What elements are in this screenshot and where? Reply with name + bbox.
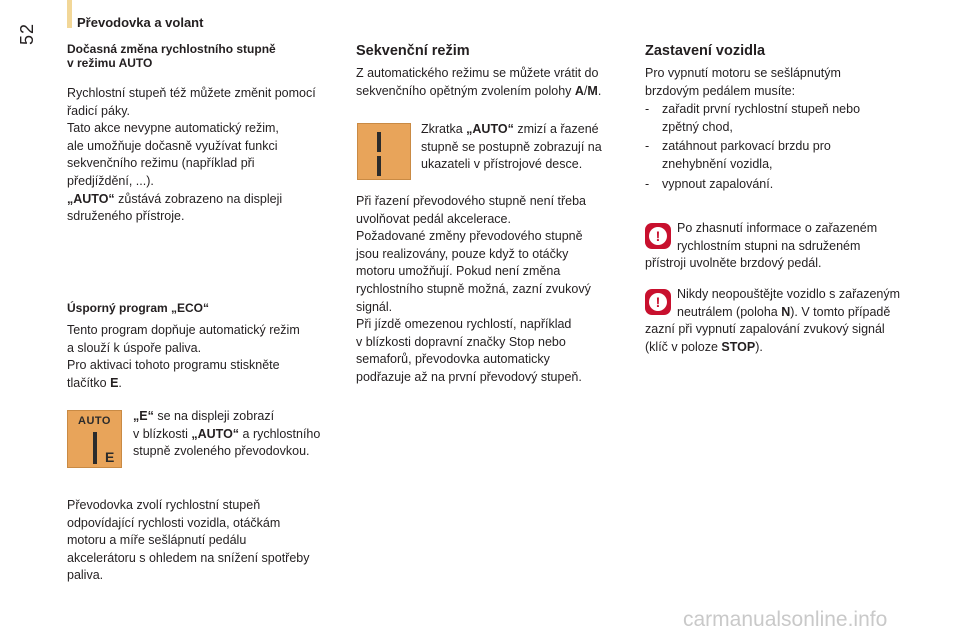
warning-icon: ! — [645, 223, 671, 249]
middle-paragraph-2: Při řazení převodového stupně není třeba uvolňovat pedál akcelerace. Požadované změny převodového stupně jsou realizovány, pouze když to otáčky motoru umožňují. Pokud není změna rychlostního stupně možná, zazní zvukový signál. Při jízdě omezenou rychlostí, například v blízkosti dopravní značky Stop nebo semaforů, převodovka automaticky podřazuje až na první převodový stupeň. — [356, 194, 591, 384]
heading-eco-program: Úsporný program „ECO“ — [67, 301, 210, 315]
warning-1-lines-1-2: Po zhasnutí informace o zařazeném rychlostním stupni na sdruženém — [677, 221, 878, 253]
gear-indicator-bar-top — [377, 132, 381, 152]
left-paragraph-3: Převodovka zvolí rychlostní stupeň odpovídající rychlosti vozidla, otáčkám motoru a míře sešlápnutí pedálu akcelerátoru s ohledem na snížení spotřeby paliva. — [67, 498, 310, 583]
header-accent-bar — [67, 0, 72, 28]
left-column — [67, 42, 347, 70]
stop-bullet-list — [645, 101, 935, 136]
heading-sequential-mode: Sekvenční režim — [356, 43, 470, 59]
eco-note: „E“ se na displeji zobrazí v blízkosti „AUTO“ a rychlostního stupně zvoleného převodovkou. — [133, 409, 321, 459]
page-number: 52 — [17, 22, 37, 46]
gear-indicator-bar-bottom — [377, 156, 381, 176]
section-title: Převodovka a volant — [77, 15, 204, 30]
gear-indicator-bar — [93, 432, 97, 464]
list-item: - vypnout zapalování. — [645, 177, 774, 191]
e-label: E — [105, 449, 115, 465]
list-item: - zařadit první rychlostní stupeň nebo zpětný chod, — [645, 102, 861, 134]
warning-1-line-3: přístroji uvolněte brzdový pedál. — [645, 256, 822, 270]
left-paragraph-1: Rychlostní stupeň též můžete změnit pomocí řadicí páky. Tato akce nevypne automatický režim, ale umožňuje dočasně využívat funkci sekvenčního režimu (například při předjíždění, ...). „AUTO“ zůstává zobrazeno na displeji sdruženého přístroje. — [67, 86, 316, 224]
warning-2-lines-1-2: Nikdy neopouštějte vozidlo s zařazeným neutrálem (poloha N). V tomto případě — [677, 287, 901, 319]
warning-icon: ! — [645, 289, 671, 315]
list-item: - zatáhnout parkovací brzdu pro znehybnění vozidla, — [645, 139, 831, 171]
right-intro: Pro vypnutí motoru se sešlápnutým brzdovým pedálem musíte: — [645, 66, 841, 98]
auto-label: AUTO — [78, 415, 111, 427]
watermark: carmanualsonline.info — [683, 608, 888, 631]
heading-stopping-vehicle: Zastavení vozidla — [645, 43, 766, 59]
middle-paragraph-1: Z automatického režimu se můžete vrátit do sekvenčního opětným zvolením polohy A/M. — [356, 66, 602, 98]
warning-2-lines-3-4: zazní při vypnutí zapalování zvukový signál (klíč v poloze STOP). — [645, 322, 885, 354]
sequential-gear-display-icon — [357, 123, 411, 180]
stop-bullet-list-2 — [645, 138, 935, 173]
heading-temporary-gear-change: Dočasná změna rychlostního stupně v režimu AUTO — [67, 42, 276, 70]
sequential-note: Zkratka „AUTO“ zmizí a řazené stupně se postupně zobrazují na ukazateli v přístrojové desce. — [421, 122, 602, 172]
auto-e-display-icon — [67, 410, 122, 468]
left-paragraph-2: Tento program dopňuje automatický režim a slouží k úspoře paliva. Pro aktivaci tohoto programu stiskněte tlačítko E. — [67, 323, 300, 390]
stop-bullet-list-3 — [645, 176, 935, 194]
